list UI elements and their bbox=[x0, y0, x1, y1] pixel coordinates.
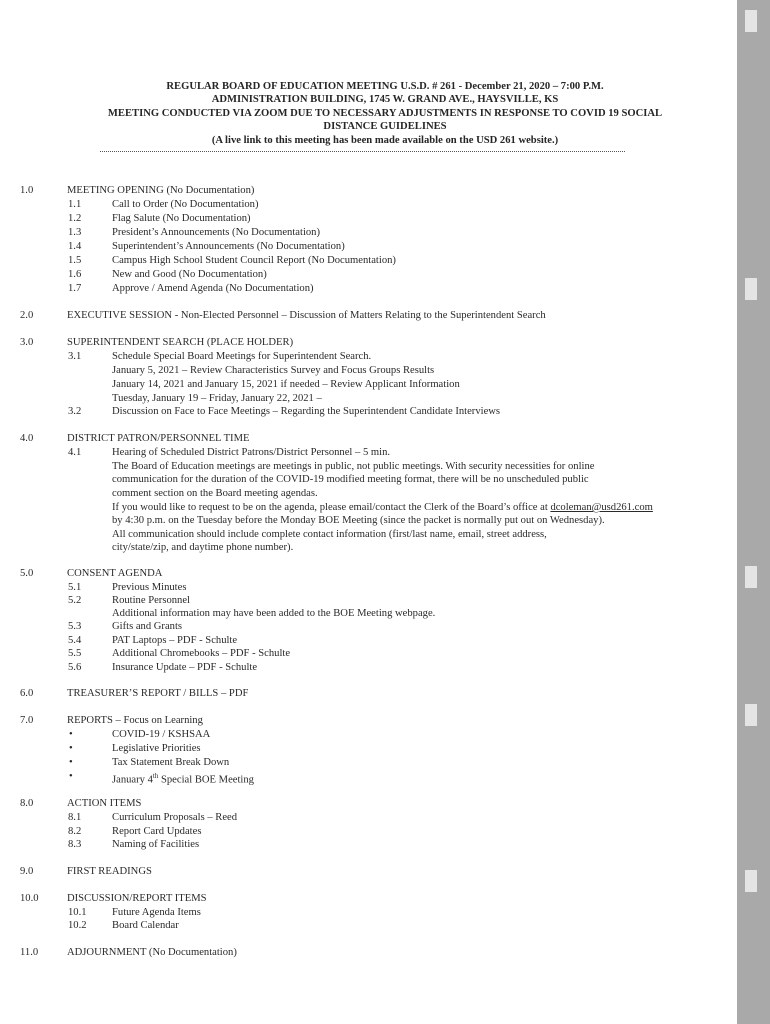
section-title: SUPERINTENDENT SEARCH (PLACE HOLDER) bbox=[67, 337, 294, 348]
item-text: New and Good (No Documentation) bbox=[112, 269, 267, 280]
item-text: Insurance Update – PDF - Schulte bbox=[112, 662, 258, 673]
item-number: 4.1 bbox=[68, 447, 82, 458]
bullet: • bbox=[69, 743, 73, 754]
section-title: FIRST READINGS bbox=[67, 866, 152, 877]
scan-edge-mark bbox=[745, 10, 757, 32]
item-number: 5.6 bbox=[68, 662, 82, 673]
item-paragraph: The Board of Education meetings are meetings in public, not public meetings. With security necessities for online bbox=[112, 461, 595, 472]
bullet-text: Tax Statement Break Down bbox=[112, 757, 230, 768]
scan-edge-mark bbox=[745, 566, 757, 588]
item-text: Flag Salute (No Documentation) bbox=[112, 213, 251, 224]
item-number: 10.1 bbox=[68, 907, 87, 918]
dotted-divider bbox=[100, 147, 625, 152]
scan-edge-strip bbox=[737, 0, 770, 1024]
item-number: 3.1 bbox=[68, 351, 82, 362]
section-title: REPORTS – Focus on Learning bbox=[67, 715, 203, 726]
item-text: Campus High School Student Council Report (No Documentation) bbox=[112, 255, 396, 266]
section-title: EXECUTIVE SESSION - Non-Elected Personnel – Discussion of Matters Relating to the Superintendent Search bbox=[67, 310, 546, 321]
header-line: DISTANCE GUIDELINES bbox=[323, 121, 447, 133]
item-paragraph: If you would like to request to be on the agenda, please email/contact the Clerk of the Board’s office at bbox=[112, 502, 548, 513]
item-number: 8.3 bbox=[68, 839, 82, 850]
item-subline: January 14, 2021 and January 15, 2021 if needed – Review Applicant Information bbox=[112, 379, 460, 390]
item-number: 1.6 bbox=[68, 269, 82, 280]
item-text: Curriculum Proposals – Reed bbox=[112, 812, 238, 823]
scan-edge-mark bbox=[745, 870, 757, 892]
item-number: 8.2 bbox=[68, 826, 82, 837]
item-number: 5.3 bbox=[68, 621, 82, 632]
item-text: Future Agenda Items bbox=[112, 907, 201, 918]
agenda-header bbox=[40, 80, 730, 147]
ordinal-suffix: th bbox=[152, 772, 159, 780]
item-number: 5.5 bbox=[68, 648, 82, 659]
section-title: MEETING OPENING (No Documentation) bbox=[67, 185, 255, 196]
item-text: Approve / Amend Agenda (No Documentation) bbox=[112, 283, 314, 294]
section-number: 10.0 bbox=[20, 893, 39, 904]
section-title: ACTION ITEMS bbox=[67, 798, 142, 809]
item-text: Routine Personnel bbox=[112, 595, 190, 606]
item-number: 1.2 bbox=[68, 213, 82, 224]
item-paragraph-with-email bbox=[112, 501, 653, 515]
item-subline: Tuesday, January 19 – Friday, January 22, 2021 – bbox=[112, 393, 322, 404]
section-title: DISCUSSION/REPORT ITEMS bbox=[67, 893, 207, 904]
header-line: ADMINISTRATION BUILDING, 1745 W. GRAND AVE., HAYSVILLE, KS bbox=[211, 94, 559, 106]
item-number: 1.3 bbox=[68, 227, 82, 238]
section-title: DISTRICT PATRON/PERSONNEL TIME bbox=[67, 433, 250, 444]
item-number: 1.4 bbox=[68, 241, 82, 252]
item-note: Additional information may have been added to the BOE Meeting webpage. bbox=[112, 608, 436, 619]
section-number: 2.0 bbox=[20, 310, 34, 321]
item-number: 1.1 bbox=[68, 199, 82, 210]
section-title: ADJOURNMENT (No Documentation) bbox=[67, 947, 237, 958]
section-number: 3.0 bbox=[20, 337, 34, 348]
item-number: 8.1 bbox=[68, 812, 82, 823]
section-number: 8.0 bbox=[20, 798, 34, 809]
item-number: 1.7 bbox=[68, 283, 82, 294]
item-paragraph: communication for the duration of the COVID-19 modified meeting format, there will be no unscheduled public bbox=[112, 474, 589, 485]
item-paragraph: All communication should include complete contact information (first/last name, email, street address, bbox=[112, 529, 547, 540]
item-text: Gifts and Grants bbox=[112, 621, 183, 632]
item-subline: January 5, 2021 – Review Characteristics Survey and Focus Groups Results bbox=[112, 365, 435, 376]
section-number: 9.0 bbox=[20, 866, 34, 877]
clerk-email-link[interactable]: dcoleman@usd261.com bbox=[550, 502, 653, 513]
section-number: 7.0 bbox=[20, 715, 34, 726]
item-text: Report Card Updates bbox=[112, 826, 202, 837]
bullet-text-part: January 4 bbox=[112, 774, 153, 786]
section-title: CONSENT AGENDA bbox=[67, 568, 163, 579]
item-text: Superintendent’s Announcements (No Documentation) bbox=[112, 241, 345, 252]
item-text: Additional Chromebooks – PDF - Schulte bbox=[112, 648, 291, 659]
bullet: • bbox=[69, 771, 73, 782]
bullet-text bbox=[112, 770, 254, 787]
item-number: 5.1 bbox=[68, 582, 82, 593]
section-number: 4.0 bbox=[20, 433, 34, 444]
item-paragraph: comment section on the Board meeting agendas. bbox=[112, 488, 318, 499]
bullet-text: COVID-19 / KSHSAA bbox=[112, 729, 211, 740]
bullet-text-part: Special BOE Meeting bbox=[158, 774, 254, 786]
item-text: PAT Laptops – PDF - Schulte bbox=[112, 635, 238, 646]
item-paragraph: by 4:30 p.m. on the Tuesday before the Monday BOE Meeting (since the packet is normally put out on Wednesday). bbox=[112, 515, 605, 526]
bullet-text: Legislative Priorities bbox=[112, 743, 201, 754]
scan-edge-mark bbox=[745, 704, 757, 726]
item-number: 5.4 bbox=[68, 635, 82, 646]
section-number: 11.0 bbox=[20, 947, 39, 958]
section-title: TREASURER’S REPORT / BILLS – PDF bbox=[67, 688, 249, 699]
item-text: Previous Minutes bbox=[112, 582, 187, 593]
item-text: Naming of Facilities bbox=[112, 839, 200, 850]
header-line: (A live link to this meeting has been made available on the USD 261 website.) bbox=[211, 134, 559, 146]
section-number: 5.0 bbox=[20, 568, 34, 579]
scan-edge-mark bbox=[745, 278, 757, 300]
bullet: • bbox=[69, 757, 73, 768]
item-text: Hearing of Scheduled District Patrons/District Personnel – 5 min. bbox=[112, 447, 391, 458]
item-number: 1.5 bbox=[68, 255, 82, 266]
item-number: 10.2 bbox=[68, 920, 87, 931]
header-line: REGULAR BOARD OF EDUCATION MEETING U.S.D. # 261 - December 21, 2020 – 7:00 P.M. bbox=[166, 81, 604, 92]
bullet: • bbox=[69, 729, 73, 740]
item-text: Call to Order (No Documentation) bbox=[112, 199, 259, 210]
item-text: Discussion on Face to Face Meetings – Regarding the Superintendent Candidate Interviews bbox=[112, 406, 501, 417]
header-line: MEETING CONDUCTED VIA ZOOM DUE TO NECESSARY ADJUSTMENTS IN RESPONSE TO COVID 19 SOCIAL bbox=[107, 107, 663, 119]
item-text: Schedule Special Board Meetings for Superintendent Search. bbox=[112, 351, 372, 362]
item-paragraph: city/state/zip, and daytime phone number). bbox=[112, 542, 294, 553]
item-text: Board Calendar bbox=[112, 920, 179, 931]
section-number: 6.0 bbox=[20, 688, 34, 699]
item-number: 5.2 bbox=[68, 595, 82, 606]
item-number: 3.2 bbox=[68, 406, 82, 417]
section-number: 1.0 bbox=[20, 185, 34, 196]
item-text: President’s Announcements (No Documentation) bbox=[112, 227, 321, 238]
